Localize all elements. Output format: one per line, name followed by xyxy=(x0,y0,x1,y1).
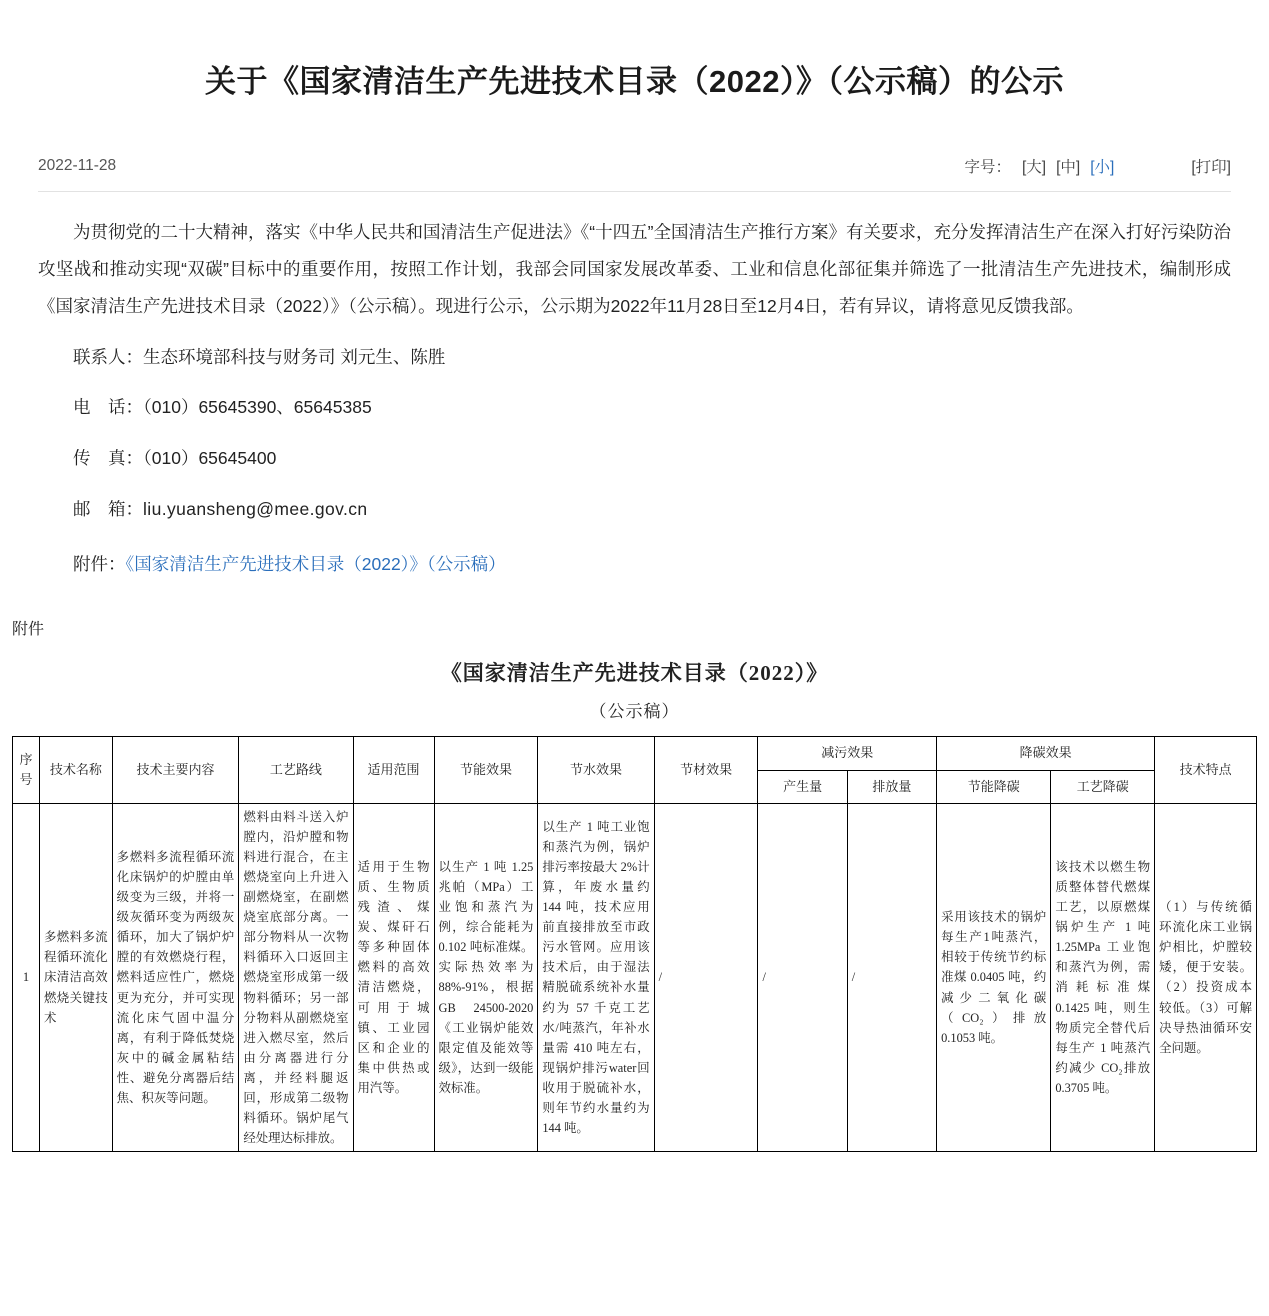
th-technology-name: 技术名称 xyxy=(39,737,112,803)
cell-water-saving: 以生产 1 吨工业饱和蒸汽为例，锅炉排污率按最大 2%计算，年废水量约 144 吨，技术应用前直接排放至市政污水管网。应用该技术后，由于湿法精脱硫系统补水量约为 57 千克工艺水/吨蒸汽，年补水量需 410 吨左右，现锅炉排污water回收用于脱硫补水，则年节约水量约为 144 吨。 xyxy=(538,803,654,1152)
publish-date: 2022-11-28 xyxy=(38,157,117,175)
th-energy-saving: 节能效果 xyxy=(434,737,538,803)
cell-production-amount: / xyxy=(758,803,847,1152)
contact-fax xyxy=(38,440,1231,477)
th-seq: 序号 xyxy=(13,737,40,803)
th-production-amount: 产生量 xyxy=(758,770,847,803)
document-page xyxy=(0,21,1269,1152)
cell-carbon-energy: 采用该技术的锅炉每生产1吨蒸汽，相较于传统节约标准煤 0.0405 吨，约减少二氧化碳（CO₂）排放 0.1053 吨。 xyxy=(937,803,1051,1152)
th-carbon-process: 工艺降碳 xyxy=(1051,770,1155,803)
contact-phone xyxy=(38,389,1231,426)
contact-person xyxy=(38,339,1231,376)
attachment-download-link[interactable]: 《国家清洁生产先进技术目录（2022）》（公示稿） xyxy=(125,553,506,574)
th-technology-feature: 技术特点 xyxy=(1155,737,1257,803)
fontsize-medium-button[interactable]: [中] xyxy=(1056,159,1081,177)
contact-person-label: 联系人： xyxy=(73,346,143,367)
th-technology-content: 技术主要内容 xyxy=(112,737,239,803)
attachment-line xyxy=(38,546,1231,583)
th-carbon-group: 降碳效果 xyxy=(937,737,1155,770)
catalog-table xyxy=(12,736,1257,1152)
th-scope: 适用范围 xyxy=(353,737,434,803)
cell-technology-feature: （1）与传统循环流化床工业锅炉相比，炉膛较矮，便于安装。（2）投资成本较低。（3）可解决导热油循环安全问题。 xyxy=(1155,803,1257,1152)
fontsize-small-button[interactable]: [小] xyxy=(1090,159,1115,177)
table-head xyxy=(13,737,1257,803)
fontsize-large-button[interactable]: [大] xyxy=(1022,159,1047,177)
attachment-subtitle: （公示稿） xyxy=(589,702,680,722)
th-pollution-group: 减污效果 xyxy=(758,737,937,770)
contact-person-value: 生态环境部科技与财务司 刘元生、陈胜 xyxy=(143,346,446,367)
contact-email xyxy=(38,491,1231,528)
contact-email-label: 邮 箱： xyxy=(73,498,143,519)
contact-phone-label: 电 话： xyxy=(73,397,143,418)
cell-technology-name: 多燃料多流程循环流化床清洁高效燃烧关键技术 xyxy=(39,803,112,1152)
cell-emission-amount: / xyxy=(847,803,936,1152)
contact-phone-value: （010）65645390、65645385 xyxy=(143,397,372,418)
cell-material-saving: / xyxy=(654,803,758,1152)
cell-seq: 1 xyxy=(13,803,40,1152)
attachment-title: 《国家清洁生产先进技术目录（2022）》 xyxy=(440,661,829,686)
cell-energy-saving: 以生产 1 吨 1.25 兆帕（MPa）工业饱和蒸汽为例，综合能耗为 0.102 吨标准煤。实际热效率为88%-91%，根据 GB 24500-2020《工业锅炉能效限定值及能效等级》，达到一级能效标准。 xyxy=(434,803,538,1152)
contact-fax-value: （010）65645400 xyxy=(143,448,277,469)
table-header-row-1 xyxy=(13,737,1257,770)
contact-email-value: liu.yuansheng@mee.gov.cn xyxy=(143,498,368,519)
cell-technology-content: 多燃料多流程循环流化床锅炉的炉膛由单级变为三级，并将一级灰循环变为两级灰循环，加大了锅炉炉膛的有效燃烧行程，燃料适应性广，燃烧更为充分，并可实现流化床气固中温分离，有利于降低焚烧灰中的碱金属粘结性、避免分离器后结焦、积灰等问题。 xyxy=(112,803,239,1152)
table-body xyxy=(13,803,1257,1152)
th-emission-amount: 排放量 xyxy=(847,770,936,803)
cell-process-route: 燃料由料斗送入炉膛内，沿炉膛和物料进行混合，在主燃烧室向上升进入副燃烧室，在副燃烧室底部分离。一部分物料从一次物料循环入口返回主燃烧室形成第一级物料循环；另一部分物料从副燃烧室进入燃尽室，然后由分离器进行分离，并经料腿返回，形成第二级物料循环。锅炉尾气经处理达标排放。 xyxy=(239,803,353,1152)
fontsize-label: 字号： xyxy=(964,159,1011,177)
attachment-label: 附件： xyxy=(73,553,126,574)
page-title: 关于《国家清洁生产先进技术目录（2022）》（公示稿）的公示 xyxy=(205,63,1064,99)
attachment-header: 附件 xyxy=(12,621,45,639)
cell-carbon-process: 该技术以燃生物质整体替代燃煤工艺，以原燃煤锅炉生产 1 吨 1.25MPa 工业饱和蒸汽为例，需消 耗 标 准 煤 0.1425 吨，则生物质完全替代后每生产 1 吨蒸汽约减少 CO₂排放 0.3705 吨。 xyxy=(1051,803,1155,1152)
th-carbon-energy: 节能降碳 xyxy=(937,770,1051,803)
print-button[interactable]: [打印] xyxy=(1191,159,1231,177)
th-material-saving: 节材效果 xyxy=(654,737,758,803)
th-water-saving: 节水效果 xyxy=(538,737,654,803)
meta-bar xyxy=(38,149,1231,192)
document-body xyxy=(38,192,1231,582)
meta-tools xyxy=(964,155,1231,177)
contact-fax-label: 传 真： xyxy=(73,448,143,469)
intro-paragraph: 为贯彻党的二十大精神，落实《中华人民共和国清洁生产促进法》《“十四五”全国清洁生产推行方案》有关要求，充分发挥清洁生产在深入打好污染防治攻坚战和推动实现“双碳”目标中的重要作用，按照工作计划，我部会同国家发展改革委、工业和信息化部征集并筛选了一批清洁生产先进技术，编制形成《国家清洁生产先进技术目录（2022）》（公示稿）。现进行公示，公示期为2022年11月28日至12月4日，若有异议，请将意见反馈我部。 xyxy=(38,222,1231,316)
th-process-route: 工艺路线 xyxy=(239,737,353,803)
cell-scope: 适用于生物质、生物质残渣、煤炭、煤矸石等多种固体燃料的高效清洁燃烧，可用于城镇、工业园区和企业的集中供热或用汽等。 xyxy=(353,803,434,1152)
table-row xyxy=(13,803,1257,1152)
